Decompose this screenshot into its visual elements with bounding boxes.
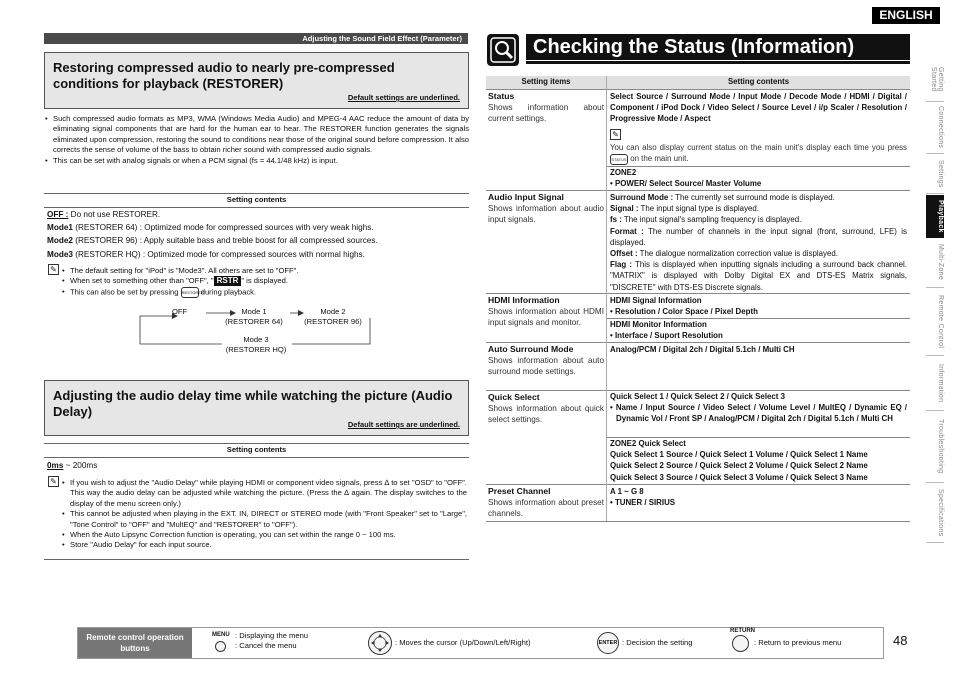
row-quick-select-label: Quick Select Shows information about quick select settings.	[488, 392, 604, 425]
list-item: • This can be set with analog signals or when a PCM signal (fs = 44.1/48 kHz) is input.	[45, 156, 469, 166]
list-item: • The default setting for "iPod" is "Mode3". All others are set to "OFF".	[62, 266, 467, 276]
tab-troubleshooting[interactable]: Troubleshooting	[926, 411, 944, 483]
hdmi-signal-info: HDMI Signal Information • Resolution / Color Space / Pixel Depth	[610, 296, 758, 317]
magnifier-icon	[487, 34, 519, 66]
tab-information[interactable]: Information	[926, 356, 944, 411]
divider	[486, 521, 910, 522]
option-row: OFF : Do not use RESTORER.	[47, 210, 161, 219]
column-header-items: Setting items	[486, 76, 606, 89]
list-item: • This cannot be adjusted when playing in the EXT. IN, DIRECT or STEREO mode (with "Front Speaker" set to "Large", "Tone Control" to "OFF" and "MultEQ" and "RESTORER" to "OFF").	[62, 509, 467, 530]
row-hdmi-label: HDMI Information Shows information about HDMI input signals and monitor.	[488, 295, 604, 328]
status-zone2: ZONE2 • POWER/ Select Source/ Master Volume	[610, 168, 762, 189]
restorer-title-box	[44, 52, 469, 109]
divider	[486, 89, 910, 90]
diagram-mode1: Mode 1 (RESTORER 64)	[225, 307, 283, 327]
note-icon: ✎	[48, 476, 59, 487]
option-row: Mode1 (RESTORER 64) : Optimized mode for compressed sources with very weak highs.	[47, 223, 374, 233]
row-preset-content: A 1 ~ G 8 • TUNER / SIRIUS	[610, 487, 676, 508]
divider	[486, 293, 910, 294]
table-header: Setting contents	[226, 445, 287, 454]
restorer-notes	[62, 266, 467, 298]
restorer-button-icon: RESTORER	[181, 287, 199, 298]
option-row: Mode2 (RESTORER 96) : Apply suitable bass and treble boost for all compressed sources.	[47, 236, 378, 246]
list-item: • If you wish to adjust the "Audio Delay" while playing HDMI or component video signals, press ∆ to set "OSD" to "OFF". This way the audio delay can be adjusted while watching the picture. (Press the ∆ again. The display switches to the display of the menu screen only.)	[62, 478, 467, 509]
divider	[44, 457, 469, 458]
return-button-icon	[732, 635, 749, 652]
divider	[486, 342, 910, 343]
row-status-content: Select Source / Surround Mode / Input Mode / Decode Mode / HDMI / Digital / Component / iPod Dock / Video Select / Source Level / i/p Scaler / Resolution / Progressive Mode / Aspect	[610, 92, 907, 124]
status-note: You can also display current status on the main unit's display each time you press STATUS on the main unit.	[610, 143, 907, 164]
divider	[44, 559, 469, 560]
row-audio-input-content: Surround Mode : The currently set surround mode is displayed. Signal : The input signal type is displayed. fs : The input signal's sampling frequency is displayed. Format : The number of channels in the input signal (front, surround, LFE) is displayed. Offset : The dialogue normalization correction value is displayed. Flag : This is displayed when inputting signals including a surround back channel. "MATRIX" is displayed with Dolby Digital EX and DTS-ES Matrix signals, "DISCRETE" with DTS-ES Discrete signals.	[610, 193, 907, 292]
tab-specifications[interactable]: Specifications	[926, 483, 944, 543]
enter-button-icon: ENTER	[597, 632, 619, 654]
tab-connections[interactable]: Connections	[926, 102, 944, 154]
diagram-mode2: Mode 2 (RESTORER 96)	[304, 307, 362, 327]
list-item: • When the Auto Lipsync Correction function is operating, you can set within the range 0 ~ 100 ms.	[62, 530, 467, 540]
divider	[486, 190, 910, 191]
status-button-icon: STATUS	[610, 154, 628, 165]
note-icon: ✎	[610, 129, 621, 140]
default-note: Default settings are underlined.	[347, 420, 460, 429]
list-item: • Such compressed audio formats as MP3, WMA (Windows Media Audio) and MPEG-4 AAC reduce the amount of data by eliminating signal components that are hard for the human ear to hear. The RESTORER function generates the signals eliminated upon compression, restoring the sound to conditions near those of the original sound before compression. It also corrects the sense of volume of the bass to obtain richer sound with compressed audio signals.	[45, 114, 469, 156]
table-header: Setting contents	[226, 195, 287, 204]
cursor-desc: : Moves the cursor (Up/Down/Left/Right)	[395, 638, 531, 647]
tab-playback[interactable]: Playback	[926, 195, 944, 238]
menu-button-icon	[215, 641, 226, 652]
restorer-title: Restoring compressed audio to nearly pre-compressed conditions for playback (RESTORER)	[53, 60, 395, 91]
column-header-contents: Setting contents	[607, 76, 910, 89]
diagram-off: OFF	[172, 307, 188, 316]
title-underline	[526, 61, 910, 64]
divider	[486, 484, 910, 485]
divider	[44, 443, 469, 444]
row-status-label: Status Shows information about current settings.	[488, 91, 604, 124]
zone2-quick-select-info: ZONE2 Quick Select Quick Select 1 Source / Quick Select 1 Volume / Quick Select 1 Name Quick Select 2 Source / Quick Select 2 Volume / Quick Select 2 Name Quick Select 3 Source / Quick Select 3 Volume / Quick Select 3 Name	[610, 439, 868, 482]
audio-delay-notes	[62, 478, 467, 551]
return-button-label: RETURN	[730, 628, 755, 634]
divider	[44, 193, 469, 194]
hdmi-monitor-info: HDMI Monitor Information • Interface / Suport Resolution	[610, 320, 723, 341]
restorer-bullets	[45, 114, 469, 166]
enter-desc: : Decision the setting	[622, 638, 693, 647]
remote-buttons-label: Remote control operation buttons	[78, 628, 192, 658]
menu-desc: : Displaying the menu : Cancel the menu	[235, 631, 309, 651]
row-auto-surround-content: Analog/PCM / Digital 2ch / Digital 5.1ch / Multi CH	[610, 345, 795, 354]
tab-getting-started[interactable]: Getting Started	[926, 58, 944, 102]
quick-select-info: Quick Select 1 / Quick Select 2 / Quick Select 3 • Name / Input Source / Video Select / Volume Level / MultEQ / Dynamic EQ / Dynamic Vol / Front SP / Analog/PCM / Digital 2ch / Digital 5.1ch / Multi CH	[610, 392, 907, 424]
cursor-pad-icon	[368, 631, 392, 655]
row-auto-surround-label: Auto Surround Mode Shows information about auto surround mode settings.	[488, 344, 604, 377]
page-title: Checking the Status (Information)	[526, 34, 910, 60]
divider	[44, 207, 469, 208]
rstr-indicator: RSTR	[214, 276, 242, 286]
row-preset-label: Preset Channel Shows information about preset channels.	[488, 486, 604, 519]
menu-button-label: MENU	[212, 632, 230, 638]
tab-multi-zone[interactable]: Multi-Zone	[926, 238, 944, 288]
list-item: • When set to something other than "OFF", " RSTR " is displayed.	[62, 276, 467, 286]
list-item: • Store "Audio Delay" for each input source.	[62, 540, 467, 550]
diagram-mode3: Mode 3 (RESTORER HQ)	[225, 335, 287, 355]
note-icon: ✎	[48, 264, 59, 275]
row-audio-input-label: Audio Input Signal Shows information about audio input signals.	[488, 192, 604, 225]
default-note: Default settings are underlined.	[347, 93, 460, 102]
column-divider	[606, 76, 607, 521]
page-number: 48	[893, 633, 908, 648]
section-header: Adjusting the Sound Field Effect (Parameter)	[44, 33, 468, 44]
option-row: Mode3 (RESTORER HQ) : Optimized mode for compressed sources with normal highs.	[47, 249, 365, 259]
restorer-options	[47, 209, 467, 260]
return-desc: : Return to previous menu	[754, 638, 842, 647]
list-item: • This can also be set by pressing RESTORER during playback.	[62, 287, 467, 298]
arrow-line	[140, 316, 222, 344]
tab-remote-control[interactable]: Remote Control	[926, 288, 944, 356]
audio-delay-title: Adjusting the audio delay time while watching the picture (Audio Delay)	[53, 388, 453, 419]
tab-settings[interactable]: Settings	[926, 154, 944, 194]
audio-delay-title-box	[44, 380, 469, 436]
language-badge: ENGLISH	[872, 7, 940, 24]
delay-range: 0ms ~ 200ms	[47, 461, 98, 470]
